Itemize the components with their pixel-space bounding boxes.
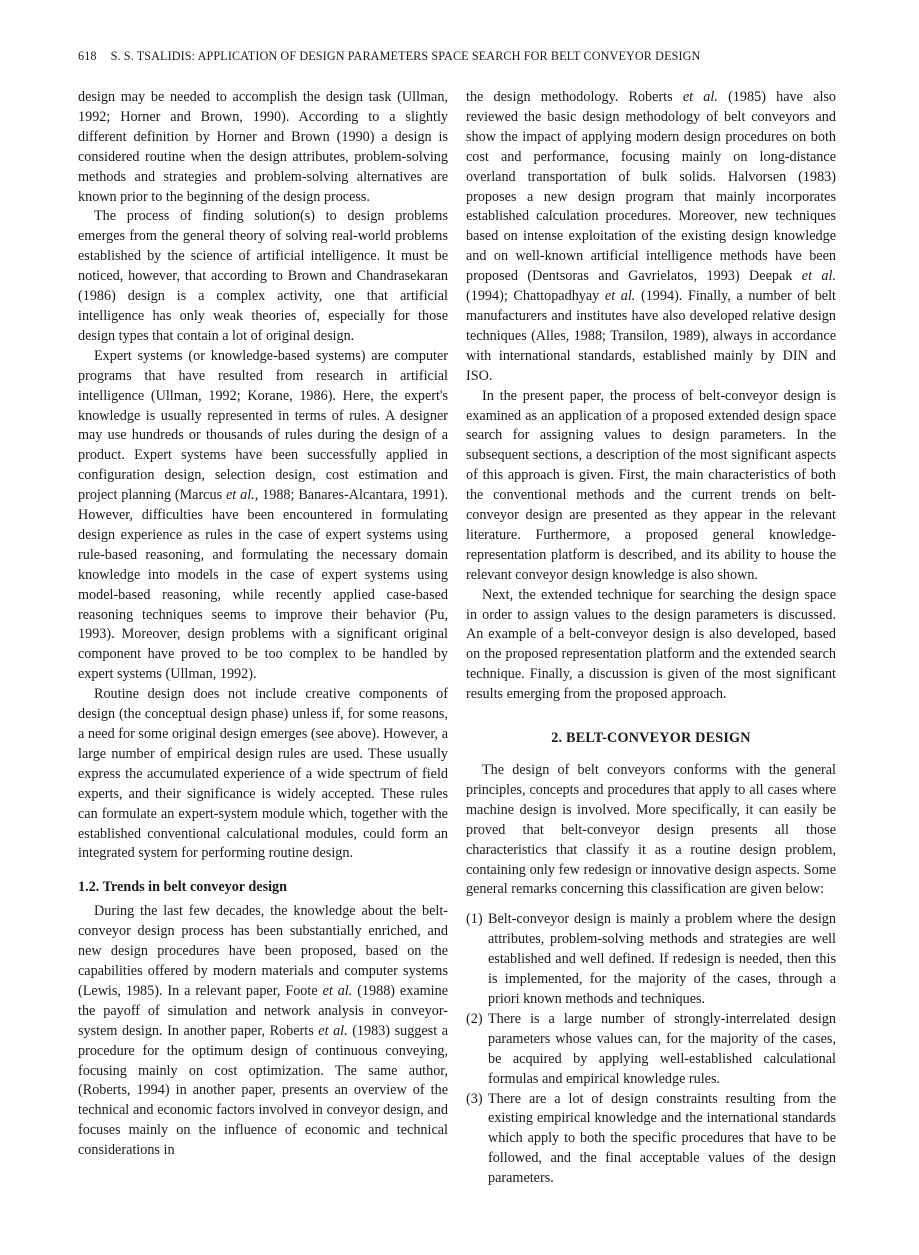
- list-item: [466, 910, 836, 1010]
- italic-run: et al.: [322, 982, 353, 999]
- text-run: (1994). Finally, a number of belt manufacturers and institutes have also developed relative design techniques (Alles, 1988; Transilon, 1989), always in accordance with international standards, established mainly by DIN and ISO.: [466, 288, 836, 384]
- text-run: (1985) have also reviewed the basic design methodology of belt conveyors and show the impact of applying modern design procedures on both cost and performance, focusing mainly on long-distance overland transportation of bulk solids. Halvorsen (1983) proposes a new design program that mainly incorporates established calculation procedures. Moreover, new techniques based on intense exploitation of the existing design knowledge and on well-known artificial intelligence methods have been proposed (Dentsoras and Gavrielatos, 1993) Deepak: [466, 89, 836, 285]
- italic-run: et al.: [801, 268, 836, 285]
- text-run: (1994); Chattopadhyay: [466, 288, 605, 305]
- paragraph: Routine design does not include creative components of design (the conceptual design phase) unless if, for some reasons, a need for some original design emerges (see above). However, a large number of empirical design rules are used. These usually express the accumulated experience of a wide spectrum of field experts, and their significance is widely accepted. These rules can formulate an expert-system module which, together with the established conventional calculational modules, could form an integrated system for performing routine design.: [78, 686, 448, 862]
- text-run: (1983) suggest a procedure for the optimum design of continuous conveying, focusing mainly on cost optimization. The same author, (Roberts, 1994) in another paper, presents an overview of the technical and economic factors involved in conveyor design, and focuses mainly on the influence of economic and technical considerations in: [78, 1022, 448, 1159]
- list-text: There is a large number of strongly-interrelated design parameters whose values can, for the majority of the cases, be acquired by applying well-established calculational formulas and empirical knowledge rules.: [488, 1010, 836, 1087]
- paragraph: [78, 347, 448, 685]
- list-item: [466, 1090, 836, 1190]
- paragraph: In the present paper, the process of belt-conveyor design is examined as an application of a proposed extended design space search for assigning values to design parameters. In the subsequent sections, a description of the most significant aspects of this approach is given. First, the main characteristics of both the conventional methods and the current trends on belt-conveyor design are presented as they appear in the relevant literature. Furthermore, a proposed general knowledge-representation platform is described, and its ability to house the relevant conveyor design knowledge is also shown.: [466, 387, 836, 583]
- remarks-list: [466, 910, 836, 1189]
- page-number: 618: [78, 49, 97, 63]
- paragraph: design may be needed to accomplish the design task (Ullman, 1992; Horner and Brown, 1990). According to a slightly different definition by Horner and Brown (1990) a design is considered routine when the design attributes, problem-solving methods and strategies and problem-solving alternatives are known prior to the beginning of the design process.: [78, 89, 448, 205]
- list-text: Belt-conveyor design is mainly a problem where the design attributes, problem-solving methods and strategies are well established and well defined. If redesign is needed, then this is implemented, for the majority of the cases, through a priori known methods and techniques.: [488, 911, 836, 1007]
- list-number: (1): [466, 911, 483, 928]
- paragraph: [466, 88, 836, 387]
- running-title: S. S. TSALIDIS: APPLICATION OF DESIGN PARAMETERS SPACE SEARCH FOR BELT CONVEYOR DESIGN: [110, 49, 701, 63]
- right-column: [466, 88, 836, 1189]
- italic-run: et al.: [682, 89, 718, 105]
- text-run: (1988) examine the payoff of simulation and network analysis in conveyor-system design. In another paper, Roberts: [78, 982, 448, 1039]
- running-header: [78, 49, 838, 64]
- subsection-heading: 1.2. Trends in belt conveyor design: [78, 879, 288, 896]
- text-run: , 1988; Banares-Alcantara, 1991). However, difficulties have been encountered in formulating design experience as rules in the case of expert systems using rule-based reasoning, and formulating the necessary domain knowledge into models in the case of expert systems using model-based reasoning, while recently applied case-based reasoning techniques seems to improve their behavior (Pu, 1993). Moreover, design problems with a significant original component have proved to be too complex to be handled by expert systems (Ullman, 1992).: [78, 487, 448, 683]
- italic-run: et al.: [225, 487, 255, 504]
- paragraph: [78, 902, 448, 1161]
- italic-run: et al.: [318, 1022, 348, 1039]
- text-run: the design methodology. Roberts: [466, 89, 683, 105]
- section-heading: 2. BELT-CONVEYOR DESIGN: [551, 730, 751, 747]
- list-item: [466, 1010, 836, 1090]
- paragraph: Next, the extended technique for searching the design space in order to assign values to the design parameters is discussed. An example of a belt-conveyor design is also developed, based on the proposed representation platform and the extended search technique. Finally, a discussion is given of the most significant results emerging from the proposed approach.: [466, 586, 836, 703]
- text-run: Expert systems (or knowledge-based systems) are computer programs that have resulted from research in artificial intelligence (Ullman, 1992; Korane, 1986). Here, the expert's knowledge is usually represented in terms of rules. A designer may use hundreds or thousands of rules during the design of a product. Expert systems have been successfully applied in configuration design, selection design, cost estimation and project planning (Marcus: [78, 347, 448, 504]
- paragraph: The design of belt conveyors conforms with the general principles, concepts and procedures that apply to all cases where machine design is involved. More specifically, it can easily be proved that belt-conveyor design presents all those characteristics that classify it as a routine design problem, containing only few redesign or innovative design aspects. Some general remarks concerning this classification are given below:: [466, 762, 836, 898]
- text-run: During the last few decades, the knowledge about the belt-conveyor design process has been substantially enriched, and new design procedures have been proposed, based on the capabilities offered by modern materials and computer systems (Lewis, 1985). In a relevant paper, Foote: [78, 903, 448, 999]
- paragraph: The process of finding solution(s) to design problems emerges from the general theory of solving real-world problems established by the science of artificial intelligence. It must be noticed, however, that according to Brown and Chandrasekaran (1986) design is a complex activity, one that artificial intelligence has only weak theories of, especially for those design types that contain a lot of original design.: [78, 208, 448, 344]
- left-column: [78, 88, 448, 1161]
- list-number: (2): [466, 1010, 483, 1027]
- italic-run: et al.: [604, 288, 636, 305]
- list-text: There are a lot of design constraints resulting from the existing empirical knowledge and the international standards which apply to both the specific procedures that have to be followed, and the final acceptable values of the design parameters.: [488, 1090, 836, 1187]
- list-number: (3): [466, 1090, 483, 1107]
